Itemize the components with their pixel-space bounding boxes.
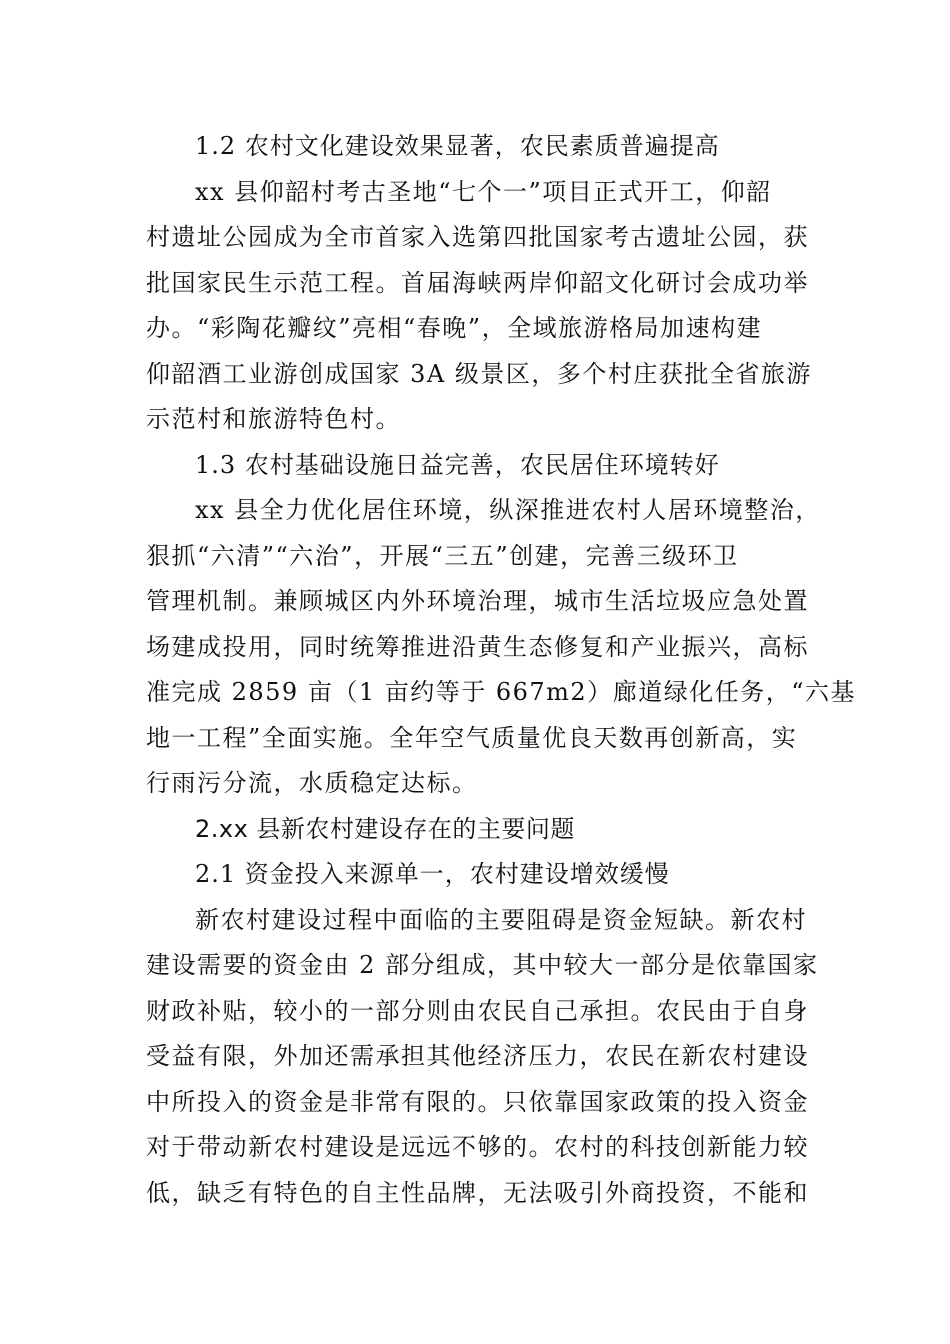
paragraph-line: 财政补贴，较小的一部分则由农民自己承担。农民由于自身 xyxy=(146,996,809,1025)
paragraph-line: xx 县全力优化居住环境，纵深推进农村人居环境整治， xyxy=(195,496,821,524)
paragraph-line: 场建成投用，同时统筹推进沿黄生态修复和产业振兴，高标 xyxy=(146,632,809,661)
section-heading-1-3: 1.3 农村基础设施日益完善，农民居住环境转好 xyxy=(195,450,720,479)
paragraph-line: 村遗址公园成为全市首家入选第四批国家考古遗址公园，获 xyxy=(146,223,809,251)
section-heading-1-2: 1.2 农村文化建设效果显著，农民素质普遍提高 xyxy=(195,132,720,160)
paragraph-line: 行雨污分流，水质稳定达标。 xyxy=(146,769,478,797)
paragraph-line: 狠抓“六清”“六治”，开展“三五”创建，完善三级环卫 xyxy=(146,541,739,570)
paragraph-line: 建设需要的资金由 2 部分组成，其中较大一部分是依靠国家 xyxy=(146,951,819,979)
document-body xyxy=(146,124,856,1216)
paragraph-line: 受益有限，外加还需承担其他经济压力，农民在新农村建设 xyxy=(146,1042,809,1070)
paragraph-line: 仰韶酒工业游创成国家 3A 级景区，多个村庄获批全省旅游 xyxy=(146,359,812,388)
paragraph-line: 管理机制。兼顾城区内外环境治理，城市生活垃圾应急处置 xyxy=(146,587,809,615)
paragraph-line: xx 县仰韶村考古圣地“七个一”项目正式开工，仰韶 xyxy=(195,177,772,206)
paragraph-line: 对于带动新农村建设是远远不够的。农村的科技创新能力较 xyxy=(146,1133,809,1161)
paragraph-line: 新农村建设过程中面临的主要阻碍是资金短缺。新农村 xyxy=(195,905,807,934)
paragraph-line: 中所投入的资金是非常有限的。只依靠国家政策的投入资金 xyxy=(146,1087,809,1116)
paragraph-line: 地一工程”全面实施。全年空气质量优良天数再创新高，实 xyxy=(146,723,798,752)
paragraph-line: 批国家民生示范工程。首届海峡两岸仰韶文化研讨会成功举 xyxy=(146,268,809,297)
paragraph-line: 低，缺乏有特色的自主性品牌，无法吸引外商投资，不能和 xyxy=(146,1178,809,1207)
paragraph-line: 办。“彩陶花瓣纹”亮相“春晚”，全域旅游格局加速构建 xyxy=(146,314,763,342)
paragraph-line: 准完成 2859 亩（1 亩约等于 667m2）廊道绿化任务，“六基 xyxy=(146,678,856,706)
paragraph-line: 示范村和旅游特色村。 xyxy=(146,405,401,433)
section-heading-2-1: 2.1 资金投入来源单一，农村建设增效缓慢 xyxy=(195,860,670,888)
section-heading-2: 2.xx 县新农村建设存在的主要问题 xyxy=(195,814,575,843)
